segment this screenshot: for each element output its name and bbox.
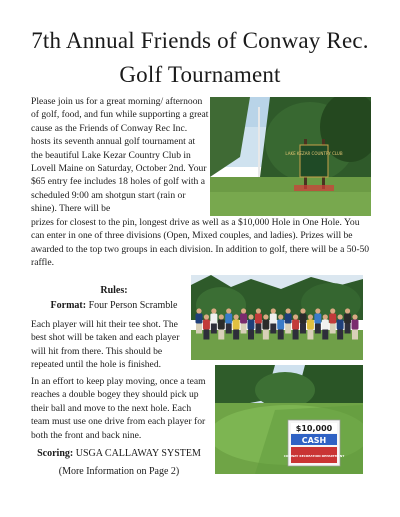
golfer-head [263, 314, 268, 319]
scoring-value: USGA CALLAWAY SYSTEM [75, 448, 201, 459]
golfer-head [278, 314, 283, 319]
golfer-head [315, 308, 320, 313]
golfer-shirt [322, 320, 329, 330]
golfer-head [345, 308, 350, 313]
golfer-shirt [255, 314, 262, 324]
golfer-head [211, 308, 216, 313]
golfer-shirt [233, 320, 240, 330]
golfer-shirt [270, 314, 277, 324]
golfer-legs [278, 330, 284, 340]
golfer-shirt [210, 314, 217, 324]
title-line-1: 7th Annual Friends of Conway Rec. [31, 28, 369, 53]
golfer-shirt [285, 314, 292, 324]
photo-golfer-group [191, 275, 363, 360]
rules-text-2: In an effort to keep play moving, once a team reaches a double bogey they should pick up their ball and move to the next hole. Each team must use one drive from each player for both the front and back nine. [31, 376, 206, 441]
format-line [31, 300, 197, 311]
golfer-shirt [300, 314, 307, 324]
prize-sign-org: CONWAY RECREATION DEPARTMENT [283, 454, 345, 458]
golfer-legs [315, 324, 321, 334]
golfer-legs [300, 324, 306, 334]
golfer-legs [196, 324, 202, 334]
course-sign-text: LAKE KEZAR COUNTRY CLUB [285, 151, 343, 156]
golfer-shirt [292, 320, 299, 330]
golfer-head [286, 308, 291, 313]
golfer-legs [322, 330, 328, 340]
golfer-head [204, 314, 209, 319]
golfer-shirt [240, 314, 247, 324]
golfer-shirt [307, 320, 314, 330]
golfer-head [308, 314, 313, 319]
golfer-shirt [218, 320, 225, 330]
golfer-shirt [314, 314, 321, 324]
golfer-legs [337, 330, 343, 340]
golfer-head [248, 314, 253, 319]
title-line-2: Golf Tournament [119, 62, 281, 87]
golfer-head [219, 314, 224, 319]
photo-course-sign [210, 97, 371, 216]
golfer-shirt [225, 314, 232, 324]
golfer-head [234, 314, 239, 319]
golfer-shirt [196, 314, 203, 324]
golfer-head [241, 308, 246, 313]
golfer-legs [330, 324, 336, 334]
intro-paragraph-top: Please join us for a great morning/ afternoon of golf, food, and fun while supporting a great cause as the Friends of Conway Rec Inc. hosts its seventh annual golf tournament at the beautiful Lake Kezar Country Club in Lovell Maine on Saturday, October 2nd. Your $65 entry fee includes 18 holes of golf with a scheduled 9:00 am shotgun start (rain or shine). There will be [31, 96, 209, 215]
golfer-legs [293, 330, 299, 340]
rules-heading: Rules: [100, 285, 128, 296]
golfer-shirt [248, 320, 255, 330]
golfer-head [338, 314, 343, 319]
golfer-head [226, 308, 231, 313]
scoring-label: Scoring: [37, 448, 74, 459]
golfer-shirt [203, 320, 210, 330]
format-label: Format: [50, 300, 87, 311]
format-value: Four Person Scramble [88, 300, 178, 311]
golfer-head [256, 308, 261, 313]
golfer-legs [255, 324, 261, 334]
golfer-shirt [262, 320, 269, 330]
golfer-shirt [337, 320, 344, 330]
golfer-legs [211, 324, 217, 334]
golfer-head [196, 308, 201, 313]
golfer-legs [270, 324, 276, 334]
golfer-legs [218, 330, 224, 340]
golfer-legs [241, 324, 247, 334]
golfer-head [323, 314, 328, 319]
prize-sign-word: CASH [301, 436, 327, 445]
more-info-note: (More Information on Page 2) [58, 466, 180, 477]
golfer-head [330, 308, 335, 313]
golfer-head [352, 314, 357, 319]
intro-paragraph-bottom: prizes for closest to the pin, longest drive as well as a $10,000 Hole in One Hole. You can enter in one of three divisions (Open, Mixed couples, and ladies). Prizes will be awarded to the top two groups in each division. In addition to golf, there will be a 50-50 raffle. [31, 217, 370, 269]
scoring-line [31, 448, 207, 459]
golfer-head [293, 314, 298, 319]
photo-green-prize-sign [215, 365, 363, 474]
golfer-legs [352, 330, 358, 340]
golfer-legs [233, 330, 239, 340]
golfer-legs [226, 324, 232, 334]
golfer-legs [263, 330, 269, 340]
golfer-legs [203, 330, 209, 340]
golfer-legs [285, 324, 291, 334]
golfer-legs [248, 330, 254, 340]
golfer-head [300, 308, 305, 313]
golfer-legs [345, 324, 351, 334]
golfer-shirt [329, 314, 336, 324]
golfer-head [271, 308, 276, 313]
golfer-legs [307, 330, 313, 340]
golfer-shirt [277, 320, 284, 330]
golfer-shirt [344, 314, 351, 324]
prize-sign-amount: $10,000 [295, 424, 333, 433]
rules-text-1: Each player will hit their tee shot. The best shot will be taken and each player will hit from there. This should be repeated until the hole is finished. [31, 319, 180, 371]
golfer-shirt [352, 320, 359, 330]
